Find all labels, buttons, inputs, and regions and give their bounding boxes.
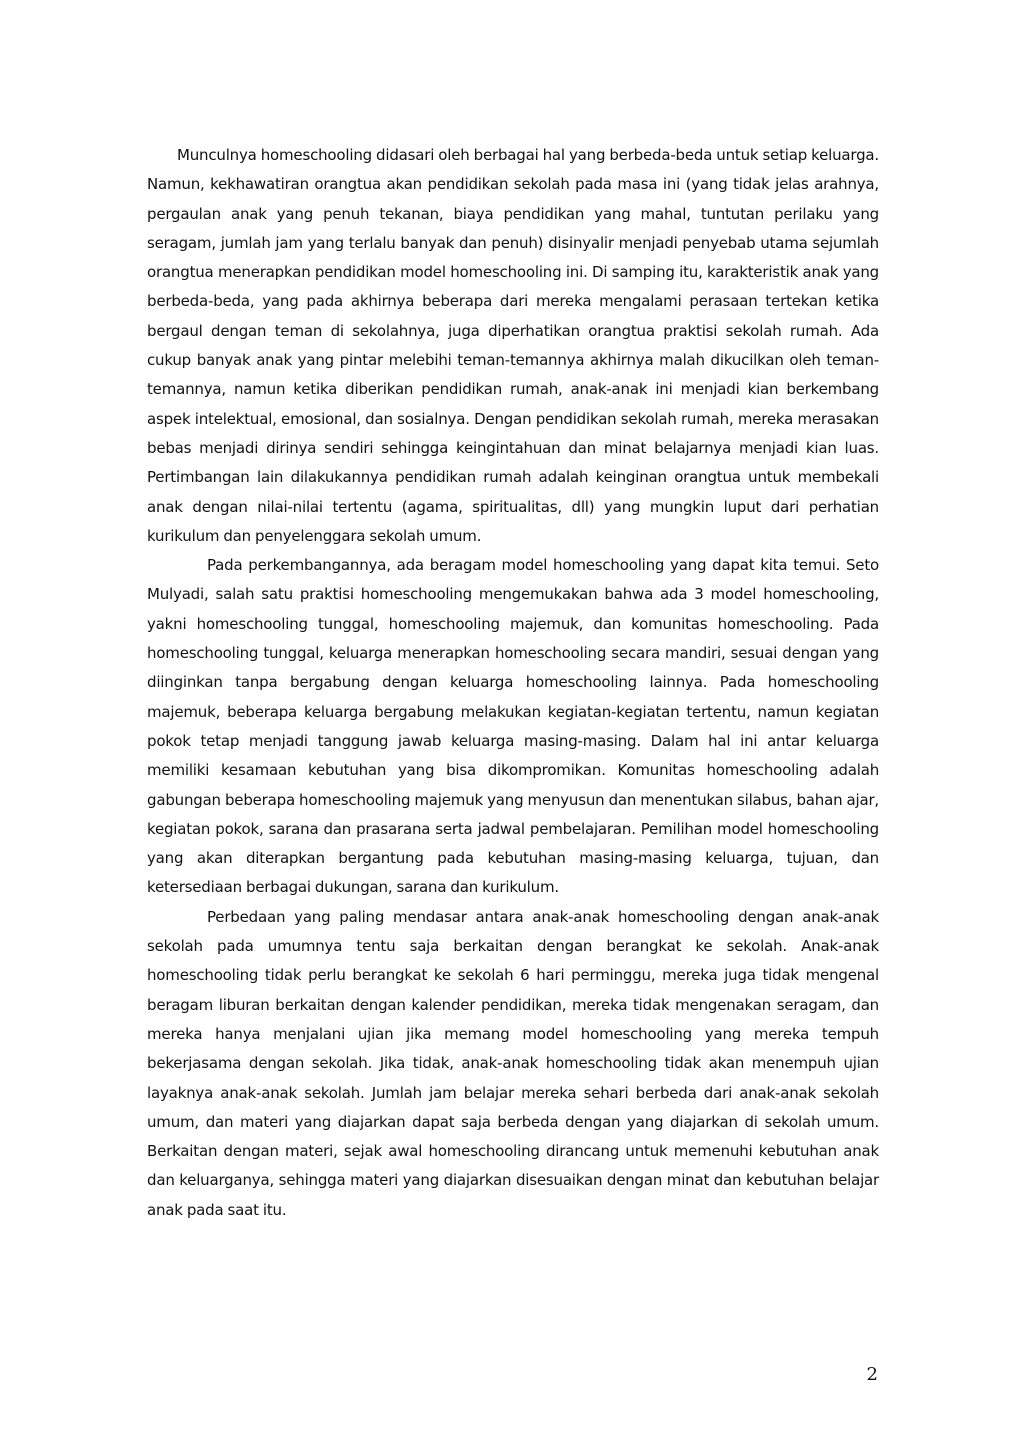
page-number: 2 — [866, 1364, 878, 1385]
paragraph-1: Munculnya homeschooling didasari oleh berbagai hal yang berbeda-beda untuk setiap keluarga. Namun, kekhawatiran orangtua akan pendidikan sekolah pada masa ini (yang tidak jelas arahnya, pergaulan anak yang penuh tekanan, biaya pendidikan yang mahal, tuntutan perilaku yang seragam, jumlah jam yang terlalu banyak dan penuh) disinyalir menjadi penyebab utama sejumlah orangtua menerapkan pendidikan model homeschooling ini. Di samping itu, karakteristik anak yang berbeda-beda, yang pada akhirnya beberapa dari mereka mengalami perasaan tertekan ketika bergaul dengan teman di sekolahnya, juga diperhatikan orangtua praktisi sekolah rumah. Ada cukup banyak anak yang pintar melebihi teman-temannya akhirnya malah dikucilkan oleh teman-temannya, namun ketika diberikan pendidikan rumah, anak-anak ini menjadi kian berkembang aspek intelektual, emosional, dan sosialnya. Dengan pendidikan sekolah rumah, mereka merasakan bebas menjadi dirinya sendiri sehingga keingintahuan dan minat belajarnya menjadi kian luas. Pertimbangan lain dilakukannya pendidikan rumah adalah keinginan orangtua untuk membekali anak dengan nilai-nilai tertentu (agama, spiritualitas, dll) yang mungkin luput dari perhatian kurikulum dan penyelenggara sekolah umum. — [147, 146, 879, 545]
body-text — [147, 141, 879, 1225]
paragraph-2: Pada perkembangannya, ada beragam model homeschooling yang dapat kita temui. Seto Mulyadi, salah satu praktisi homeschooling mengemukakan bahwa ada 3 model homeschooling, yakni homeschooling tunggal, homeschooling majemuk, dan komunitas homeschooling. Pada homeschooling tunggal, keluarga menerapkan homeschooling secara mandiri, sesuai dengan yang diinginkan tanpa bergabung dengan keluarga homeschooling lainnya. Pada homeschooling majemuk, beberapa keluarga bergabung melakukan kegiatan-kegiatan tertentu, namun kegiatan pokok tetap menjadi tanggung jawab keluarga masing-masing. Dalam hal ini antar keluarga memiliki kesamaan kebutuhan yang bisa dikompromikan. Komunitas homeschooling adalah gabungan beberapa homeschooling majemuk yang menyusun dan menentukan silabus, bahan ajar, kegiatan pokok, sarana dan prasarana serta jadwal pembelajaran. Pemilihan model homeschooling yang akan diterapkan bergantung pada kebutuhan masing-masing keluarga, tujuan, dan ketersediaan berbagai dukungan, sarana dan kurikulum. — [147, 556, 879, 897]
paragraph-3: Perbedaan yang paling mendasar antara anak-anak homeschooling dengan anak-anak sekolah pada umumnya tentu saja berkaitan dengan berangkat ke sekolah. Anak-anak homeschooling tidak perlu berangkat ke sekolah 6 hari perminggu, mereka juga tidak mengenal beragam liburan berkaitan dengan kalender pendidikan, mereka tidak mengenakan seragam, dan mereka hanya menjalani ujian jika memang model homeschooling yang mereka tempuh bekerjasama dengan sekolah. Jika tidak, anak-anak homeschooling tidak akan menempuh ujian layaknya anak-anak sekolah. Jumlah jam belajar mereka sehari berbeda dari anak-anak sekolah umum, dan materi yang diajarkan dapat saja berbeda dengan yang diajarkan di sekolah umum. Berkaitan dengan materi, sejak awal homeschooling dirancang untuk memenuhi kebutuhan anak dan keluarganya, sehingga materi yang diajarkan disesuaikan dengan minat dan kebutuhan belajar anak pada saat itu. — [147, 907, 879, 1219]
